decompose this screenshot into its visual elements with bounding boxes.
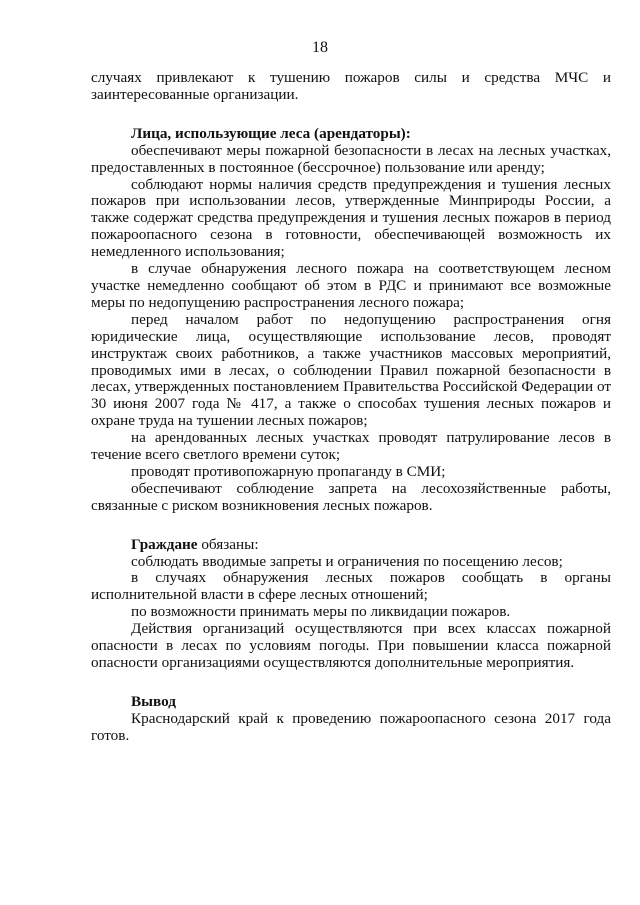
intro-paragraph: случаях привлекают к тушению пожаров силы и средства МЧС и заинтересованные организации. xyxy=(91,69,611,103)
citizens-item-2: в случаях обнаружения лесных пожаров сообщать в органы исполнительной власти в сфере лесных отношений; xyxy=(91,569,611,604)
citizens-heading-rest: обязаны: xyxy=(197,535,259,553)
citizens-item-1: соблюдать вводимые запреты и ограничения по посещению лесов; xyxy=(131,552,563,570)
conclusion-paragraph: Краснодарский край к проведению пожароопасного сезона 2017 года готов. xyxy=(91,709,611,744)
tenants-item-1: обеспечивают меры пожарной безопасности в лесах на лесных участках, предоставленных в постоянное (бессрочное) пользование или аренду; xyxy=(91,141,611,176)
page-number: 18 xyxy=(312,39,328,56)
tenants-item-3: в случае обнаружения лесного пожара на соответствующем лесном участке немедленно сообщают об этом в РДС и принимают все возможные меры по недопущению распространения лесного пожара; xyxy=(91,260,611,311)
tenants-item-4: перед началом работ по недопущению распространения огня юридические лица, осуществляющие использование лесов, проводят инструктаж своих работников, а также участников массовых мероприятий, проводимых ими в лесах, о соблюдении Правил пожарной безопасности в лесах, утвержденных постановлением Правительства Российской Федерации от 30 июня 2007 года № 417, а также о способах тушения лесных пожаров и охране труда на тушении лесных пожаров; xyxy=(91,310,611,430)
actions-paragraph: Действия организаций осуществляются при всех классах пожарной опасности в лесах по условиям погоды. При повышении класса пожарной опасности организациями осуществляются дополнительные мероприятия. xyxy=(91,620,611,671)
conclusion-heading: Вывод xyxy=(131,692,176,710)
tenants-item-2: соблюдают нормы наличия средств предупреждения и тушения лесных пожаров при использовании лесов, утвержденные Минприроды России, а также содержат средства предупреждения и тушения лесных пожаров в период пожароопасного сезона в готовности, обеспечивающей возможность их немедленного использования; xyxy=(91,175,611,261)
citizens-item-3: по возможности принимать меры по ликвидации пожаров. xyxy=(131,603,511,621)
tenants-item-5: на арендованных лесных участках проводят патрулирование лесов в течение всего светлого времени суток; xyxy=(91,429,611,464)
citizens-heading-bold: Граждане xyxy=(131,535,198,553)
citizens-heading xyxy=(91,537,611,554)
document-body xyxy=(91,70,611,745)
tenants-heading: Лица, использующие леса (арендаторы): xyxy=(131,124,411,142)
tenants-item-7: обеспечивают соблюдение запрета на лесохозяйственные работы, связанные с риском возникновения лесных пожаров. xyxy=(91,479,611,514)
tenants-item-6: проводят противопожарную пропаганду в СМИ; xyxy=(131,462,446,480)
